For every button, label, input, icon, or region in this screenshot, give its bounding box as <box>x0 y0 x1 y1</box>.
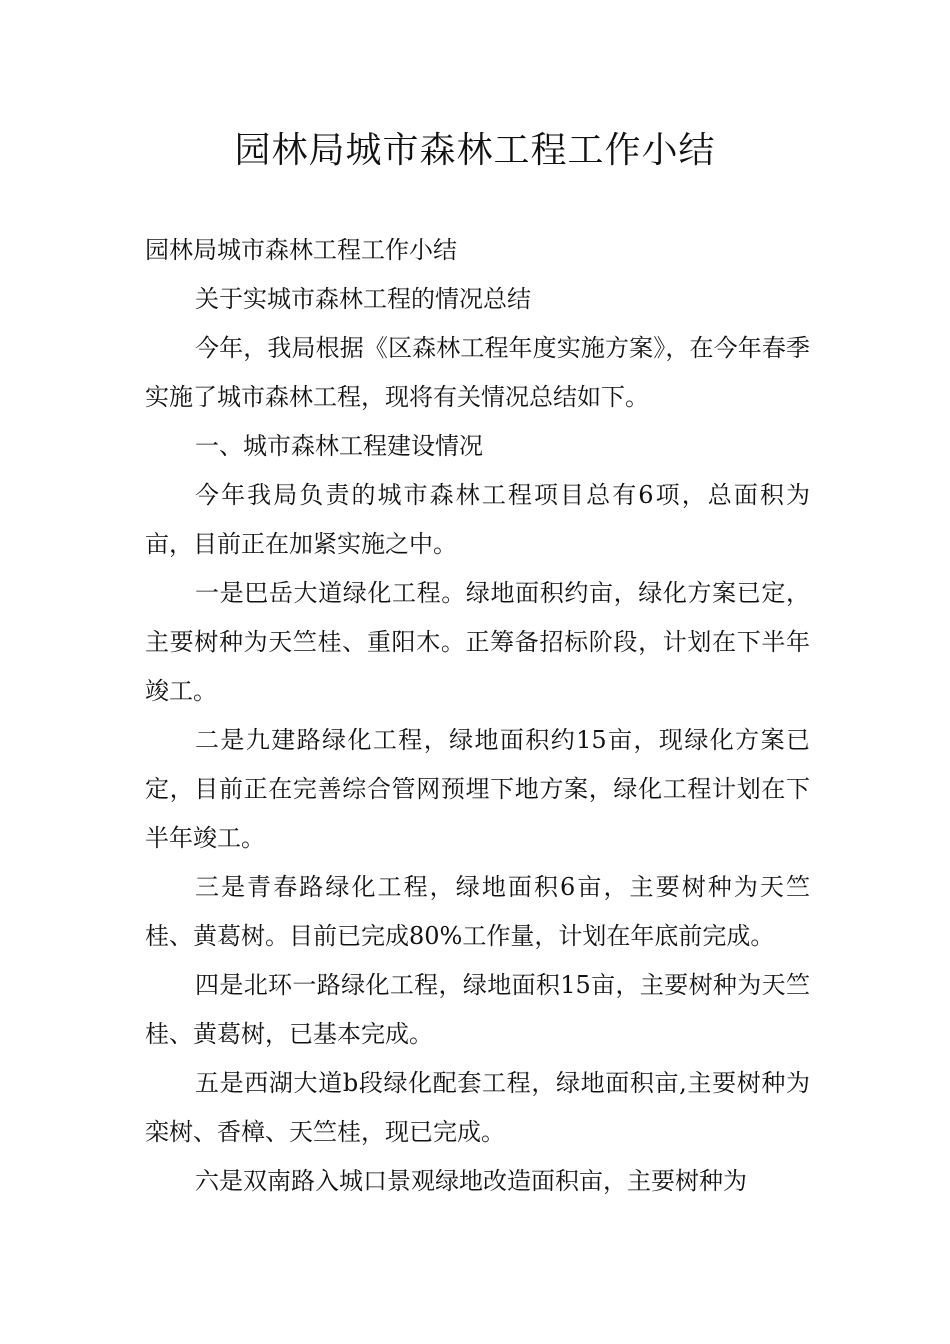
paragraph-project-1: 一是巴岳大道绿化工程。绿地面积约亩，绿化方案已定，主要树种为天竺桂、重阳木。正筹备招标阶段，计划在下半年竣工。 <box>145 579 810 705</box>
paragraph-intro: 今年，我局根据《区森林工程年度实施方案》，在今年春季实施了城市森林工程，现将有关情况总结如下。 <box>145 334 810 411</box>
paragraph-project-4: 四是北环一路绿化工程，绿地面积15亩，主要树种为天竺桂、黄葛树，已基本完成。 <box>145 971 810 1048</box>
section-heading: 一、城市森林工程建设情况 <box>195 432 483 460</box>
paragraph-project-5: 五是西湖大道b段绿化配套工程，绿地面积亩,主要树种为栾树、香樟、天竺桂，现已完成。 <box>145 1069 810 1146</box>
paragraph-summary: 今年我局负责的城市森林工程项目总有6项，总面积为亩，目前正在加紧实施之中。 <box>145 481 810 558</box>
document-title: 园林局城市森林工程工作小结 <box>234 130 716 171</box>
paragraph-heading: 关于实城市森林工程的情况总结 <box>195 285 531 313</box>
paragraph-project-3: 三是青春路绿化工程，绿地面积6亩，主要树种为天竺桂、黄葛树。目前已完成80%工作量，计划在年底前完成。 <box>145 873 810 950</box>
document-body <box>145 226 810 1206</box>
paragraph-project-6: 六是双南路入城口景观绿地改造面积亩，主要树种为 <box>195 1167 747 1195</box>
paragraph-subtitle: 园林局城市森林工程工作小结 <box>145 236 457 264</box>
paragraph-project-2: 二是九建路绿化工程，绿地面积约15亩，现绿化方案已定，目前正在完善综合管网预埋下地方案，绿化工程计划在下半年竣工。 <box>145 726 810 852</box>
